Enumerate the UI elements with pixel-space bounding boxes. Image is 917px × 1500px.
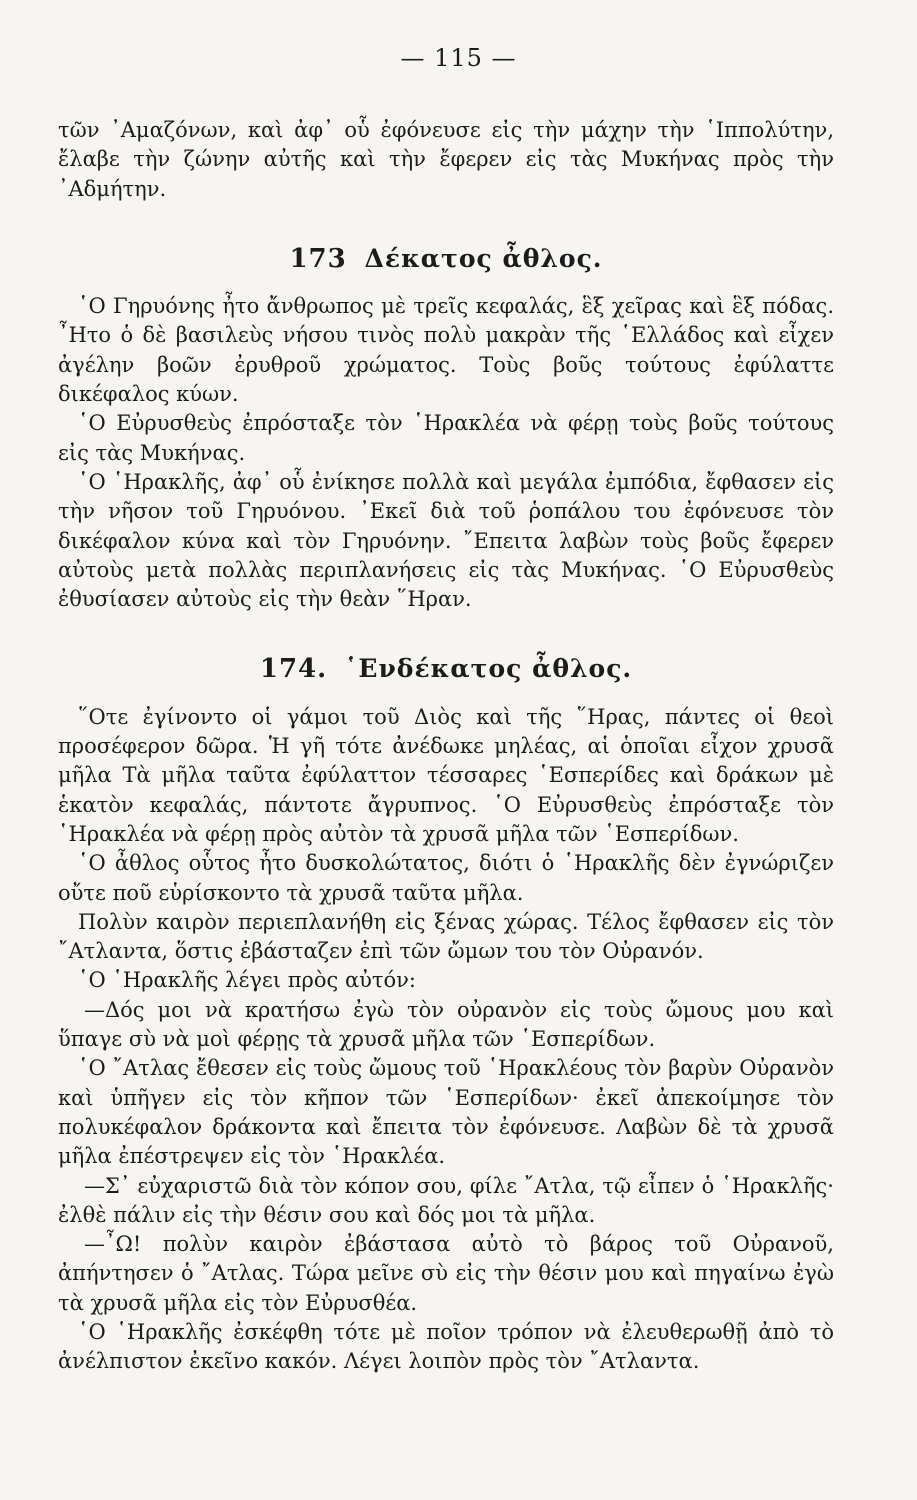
page-number: — 115 — — [400, 44, 517, 72]
page-text — [58, 116, 834, 1377]
section-174-number: 174. — [259, 654, 328, 685]
section-173-heading — [58, 244, 834, 274]
section-174-paragraph: ῾Ο ῾Ηρακλῆς ἐσκέφθη τότε μὲ ποῖον τρόπον νὰ ἐλευθερωθῇ ἀπὸ τὸ ἀνέλπιστον ἐκεῖνο κακόν. Λέγει λοιπὸν πρὸς τὸν ῎Ατλαντα. — [58, 1319, 834, 1374]
section-174-paragraph: ῞Οτε ἐγίνοντο οἱ γάμοι τοῦ Διὸς καὶ τῆς ῞Ηρας, πάντες οἱ θεοὶ προσέφερον δῶρα. Ἡ γῆ τότε ἀνέδωκε μηλέας, αἱ ὁποῖαι εἶχον χρυσᾶ μῆλα Τὰ μῆλα ταῦτα ἐφύλαττον τέσσαρες ῾Εσπερίδες καὶ δράκων μὲ ἑκατὸν κεφαλάς, πάντοτε ἄγρυπνος. ῾Ο Εὐρυσθεὺς ἐπρόσταξε τὸν ῾Ηρακλέα νὰ φέρῃ πρὸς αὐτὸν τὰ χρυσᾶ μῆλα τῶν ῾Εσπερίδων. — [58, 704, 834, 846]
dialog-line: —Σ᾽ εὐχαριστῶ διὰ τὸν κόπον σου, φίλε ῎Ατλα, τῷ εἶπεν ὁ ῾Ηρακλῆς· ἐλθὲ πάλιν εἰς τὴν θέσιν σου καὶ δός μοι τὰ μῆλα. — [58, 1173, 834, 1227]
dialog-line: —Δός μοι νὰ κρατήσω ἐγὼ τὸν οὐρανὸν εἰς τοὺς ὤμους μου καὶ ὕπαγε σὺ νὰ μοὶ φέρῃς τὰ χρυσᾶ μῆλα τῶν ῾Εσπερίδων. — [58, 997, 834, 1052]
section-173-paragraph: ῾Ο Γηρυόνης ἦτο ἄνθρωπος μὲ τρεῖς κεφαλάς, ἓξ χεῖρας καὶ ἓξ πόδας. ῏Ητο ὁ δὲ βασιλεὺς νήσου τινὸς πολὺ μακρὰν τῆς ῾Ελλάδος καὶ εἶχεν ἀγέλην βοῶν ἐρυθροῦ χρώματος. Τοὺς βοῦς τούτους ἐφύλαττε δικέφαλος κύων. — [58, 294, 834, 407]
section-173-title: Δέκατος ἆθλος. — [364, 243, 603, 273]
section-173-paragraph: ῾Ο ῾Ηρακλῆς, ἀφ᾽ οὗ ἐνίκησε πολλὰ καὶ μεγάλα ἐμπόδια, ἔφθασεν εἰς τὴν νῆσον τοῦ Γηρυόνου. ᾽Εκεῖ διὰ τοῦ ῥοπάλου του ἐφόνευσε τὸν δικέφαλον κύνα καὶ τὸν Γηρυόνην. ῎Επειτα λαβὼν τοὺς βοῦς ἔφερεν αὐτοὺς μετὰ πολλὰς περιπλανήσεις εἰς τὰς Μυκήνας. ῾Ο Εὐρυσθεὺς ἐθυσίασεν αὐτοὺς εἰς τὴν θεὰν ῞Ηραν. — [58, 469, 834, 612]
section-174-paragraph: ῾Ο ῎Ατλας ἔθεσεν εἰς τοὺς ὤμους τοῦ ῾Ηρακλέους τὸν βαρὺν Οὐρανὸν καὶ ὑπῆγεν εἰς τὸν κῆπον τῶν ῾Εσπερίδων· ἐκεῖ ἀπεκοίμησε τὸν πολυκέφαλον δράκοντα καὶ ἔπειτα τὸν ἐφόνευσε. Λαβὼν δὲ τὰ χρυσᾶ μῆλα ἐπέστρεψεν εἰς τὸν ῾Ηρακλέα. — [58, 1056, 834, 1169]
section-174-heading — [58, 654, 834, 684]
section-174-title: ῾Ενδέκατος ἆθλος. — [344, 654, 633, 684]
section-174-paragraph: ῾Ο ἆθλος οὗτος ἦτο δυσκολώτατος, διότι ὁ ῾Ηρακλῆς δὲν ἐγνώριζεν οὔτε ποῦ εὑρίσκοντο τὰ χρυσᾶ ταῦτα μῆλα. — [58, 851, 834, 905]
section-173-number: 173 — [289, 243, 347, 274]
dialog-line: —῏Ω! πολὺν καιρὸν ἐβάστασα αὐτὸ τὸ βάρος τοῦ Οὐρανοῦ, ἀπήντησεν ὁ ῎Ατλας. Τώρα μεῖνε σὺ εἰς τὴν θέσιν μου καὶ πηγαίνω ἐγὼ τὰ χρυσᾶ μῆλα εἰς τὸν Εὐρυσθέα. — [58, 1232, 834, 1315]
section-174-paragraph: Πολὺν καιρὸν περιεπλανήθη εἰς ξένας χώρας. Τέλος ἔφθασεν εἰς τὸν ῎Ατλαντα, ὅστις ἐβάσταζεν ἐπὶ τῶν ὤμων του τὸν Οὐρανόν. — [58, 909, 834, 964]
section-174-paragraph: ῾Ο ῾Ηρακλῆς λέγει πρὸς αὐτόν: — [78, 968, 416, 993]
intro-paragraph: τῶν ᾽Αμαζόνων, καὶ ἀφ᾽ οὗ ἐφόνευσε εἰς τὴν μάχην τὴν ῾Ιππολύτην, ἔλαβε τὴν ζώνην αὐτῆς καὶ τὴν ἔφερεν εἰς τὰς Μυκήνας πρὸς τὴν ᾽Αδμήτην. — [58, 118, 834, 201]
section-173-paragraph: ῾Ο Εὐρυσθεὺς ἐπρόσταξε τὸν ῾Ηρακλέα νὰ φέρῃ τοὺς βοῦς τούτους εἰς τὰς Μυκήνας. — [58, 411, 834, 465]
